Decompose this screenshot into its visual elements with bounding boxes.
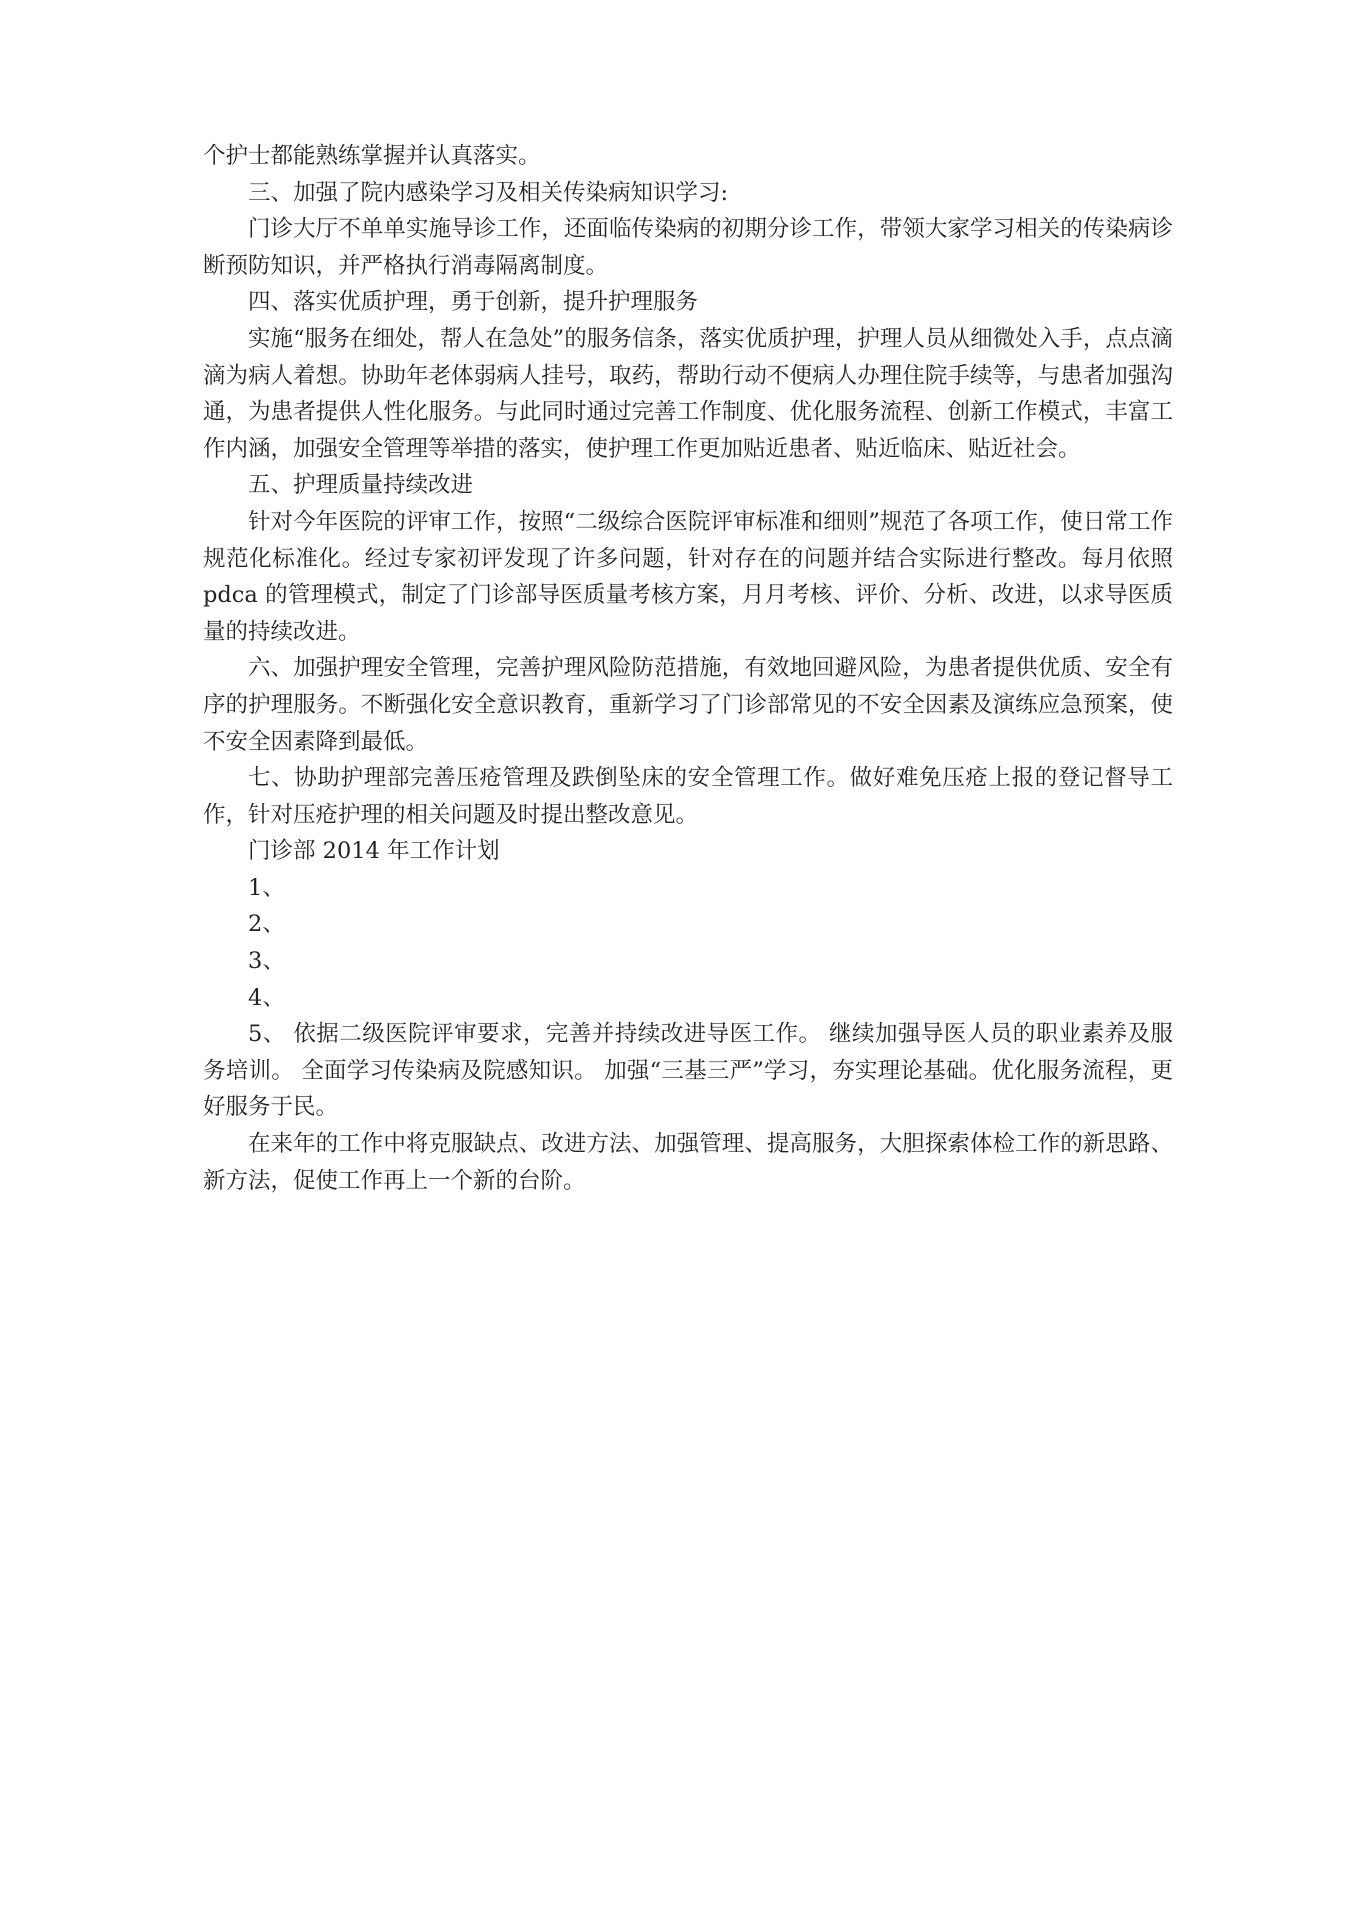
plan-item-1: 1、 [248, 874, 285, 901]
document-page [203, 138, 1173, 1199]
section-heading-5: 五、护理质量持续改进 [248, 472, 474, 499]
paragraph-continuation: 个护士都能熟练掌握并认真落实。 [203, 143, 541, 169]
paragraph: 七、协助护理部完善压疮管理及跌倒坠床的安全管理工作。做好难免压疮上报的登记督导工作，针对压疮护理的相关问题及时提出整改意见。 [203, 765, 1173, 828]
paragraph: 实施“服务在细处，帮人在急处”的服务信条，落实优质护理，护理人员从细微处入手，点点滴滴为病人着想。协助年老体弱病人挂号，取药，帮助行动不便病人办理住院手续等，与患者加强沟通，为患者提供人性化服务。与此同时通过完善工作制度、优化服务流程、创新工作模式，丰富工作内涵，加强安全管理等举措的落实，使护理工作更加贴近患者、贴近临床、贴近社会。 [203, 325, 1173, 462]
plan-heading: 门诊部 2014 年工作计划 [248, 838, 500, 865]
closing-paragraph: 在来年的工作中将克服缺点、改进方法、加强管理、提高服务，大胆探索体检工作的新思路、新方法，促使工作再上一个新的台阶。 [203, 1131, 1173, 1194]
plan-item-2: 2、 [248, 911, 285, 938]
paragraph: 六、加强护理安全管理，完善护理风险防范措施，有效地回避风险，为患者提供优质、安全有序的护理服务。不断强化安全意识教育，重新学习了门诊部常见的不安全因素及演练应急预案，使不安全因素降到最低。 [203, 655, 1173, 755]
section-heading-3: 三、加强了院内感染学习及相关传染病知识学习: [248, 179, 729, 206]
section-heading-4: 四、落实优质护理，勇于创新，提升护理服务 [248, 289, 699, 316]
plan-item-4: 4、 [248, 984, 285, 1011]
paragraph: 针对今年医院的评审工作，按照“二级综合医院评审标准和细则”规范了各项工作，使日常工作规范化标准化。经过专家初评发现了许多问题，针对存在的问题并结合实际进行整改。每月依照 pdca 的管理模式，制定了门诊部导医质量考核方案，月月考核、评价、分析、改进，以求导医质量的持续改进。 [203, 508, 1173, 645]
plan-item-3: 3、 [248, 948, 285, 975]
plan-item-5: 5、 依据二级医院评审要求，完善并持续改进导医工作。 继续加强导医人员的职业素养及服务培训。 全面学习传染病及院感知识。 加强“三基三严”学习，夯实理论基础。优化服务流程，更好服务于民。 [203, 1021, 1173, 1121]
paragraph: 门诊大厅不单单实施导诊工作，还面临传染病的初期分诊工作，带领大家学习相关的传染病诊断预防知识，并严格执行消毒隔离制度。 [203, 216, 1173, 279]
